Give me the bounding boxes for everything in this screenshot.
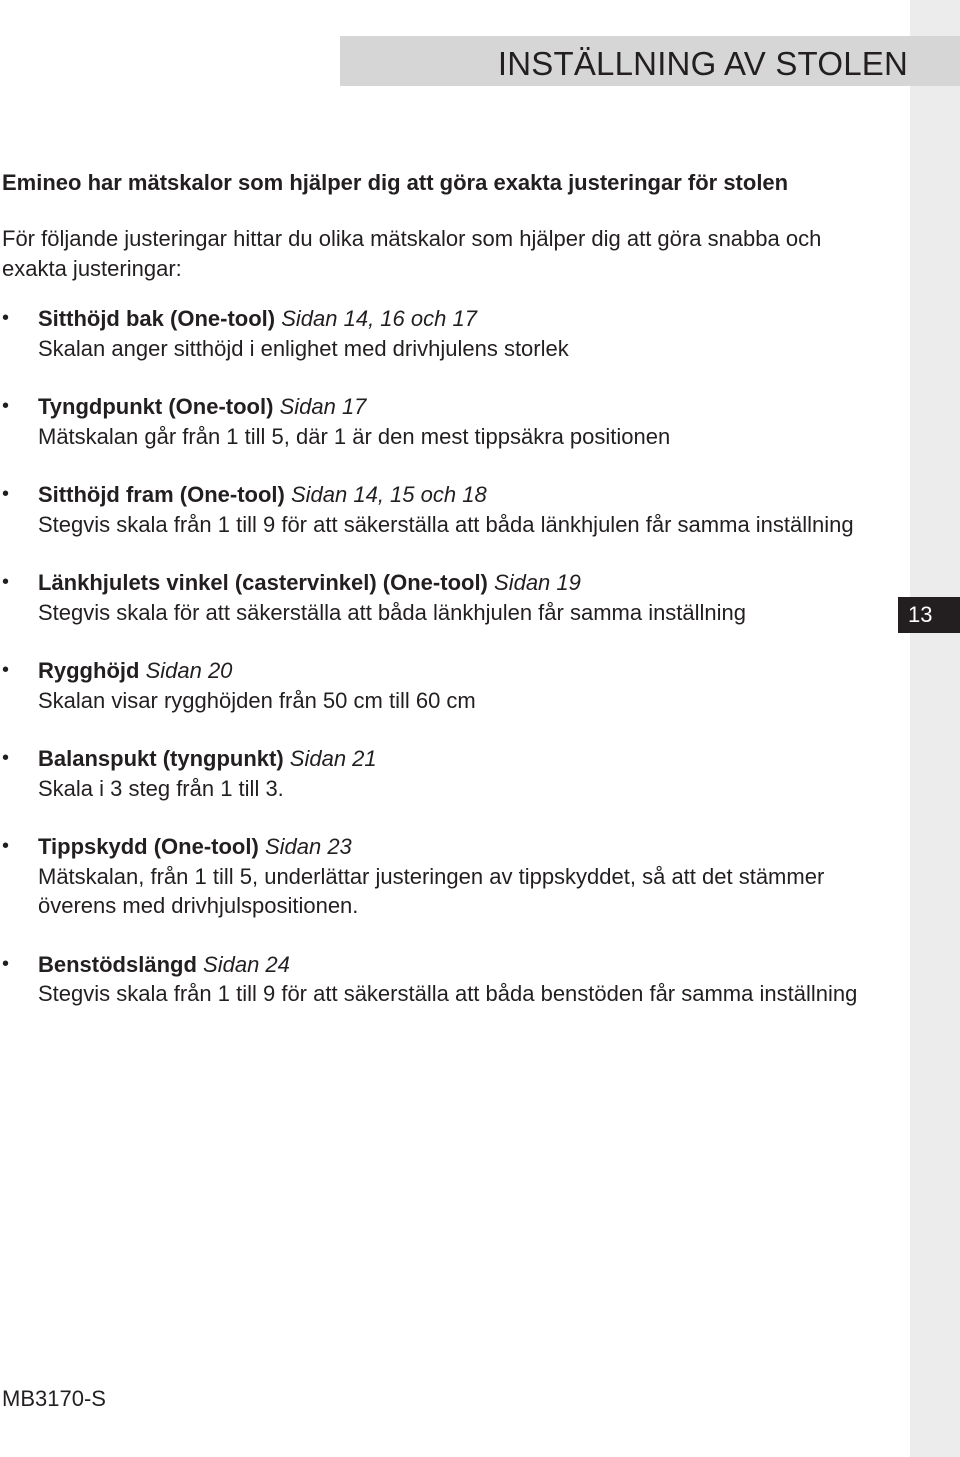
list-item: [2, 568, 882, 627]
item-description: Stegvis skala från 1 till 9 för att säkerställa att båda länkhjulen får samma inställning: [38, 511, 854, 537]
item-page-ref: Sidan 23: [264, 834, 352, 859]
item-page-ref: Sidan 24: [203, 951, 290, 977]
bullet-icon: •: [2, 571, 10, 593]
bullet-icon: •: [2, 483, 10, 505]
list-item: [2, 480, 882, 539]
bullet-icon: •: [2, 307, 10, 329]
bullet-icon: •: [2, 747, 10, 769]
list-item: [2, 950, 882, 1009]
item-page-ref: Sidan 19: [494, 570, 581, 595]
item-description: Skala i 3 steg från 1 till 3.: [38, 775, 284, 801]
item-description: Skalan anger sitthöjd i enlighet med drivhjulens storlek: [38, 335, 569, 361]
main-content: [2, 168, 882, 1038]
item-description: Mätskalan går från 1 till 5, där 1 är den mest tippsäkra positionen: [38, 423, 671, 449]
list-item: [2, 832, 882, 921]
item-page-ref: Sidan 14, 15 och 18: [290, 482, 487, 507]
page-title: INSTÄLLNING AV STOLEN: [497, 45, 908, 82]
list-item: [2, 304, 882, 363]
section-subtitle: Emineo har mätskalor som hjälper dig att göra exakta justeringar för stolen: [2, 170, 789, 195]
item-description: Skalan visar rygghöjden från 50 cm till 60 cm: [38, 687, 476, 713]
item-description: Stegvis skala från 1 till 9 för att säkerställa att båda benstöden får samma inställning: [38, 981, 858, 1006]
item-title: Balanspukt (tyngpunkt): [38, 746, 284, 771]
bullet-icon: •: [2, 659, 10, 681]
bullet-icon: •: [2, 835, 10, 857]
item-title: Länkhjulets vinkel (castervinkel) (One-tool): [38, 570, 488, 595]
document-code: MB3170-S: [2, 1386, 106, 1411]
item-description: Stegvis skala för att säkerställa att båda länkhjulen får samma inställning: [38, 599, 747, 625]
page-number-tab: 13: [898, 597, 960, 633]
adjustment-list: [2, 304, 882, 1009]
list-item: [2, 392, 882, 451]
bullet-icon: •: [2, 952, 10, 975]
item-title: Sitthöjd bak (One-tool): [38, 306, 276, 331]
intro-paragraph: För följande justeringar hittar du olika mätskalor som hjälper dig att göra snabba och exakta justeringar:: [2, 226, 822, 281]
item-page-ref: Sidan 21: [289, 746, 377, 771]
item-title: Tyngdpunkt (One-tool): [38, 394, 274, 419]
side-strip: [910, 0, 960, 1457]
item-page-ref: Sidan 14, 16 och 17: [281, 306, 477, 331]
list-item: [2, 656, 882, 715]
list-item: [2, 744, 882, 803]
item-title: Rygghöjd: [38, 658, 140, 683]
item-page-ref: Sidan 20: [145, 658, 233, 683]
bullet-icon: •: [2, 395, 10, 417]
item-description: Mätskalan, från 1 till 5, underlättar justeringen av tippskyddet, så att det stämmer överens med drivhjulspositionen.: [38, 863, 825, 918]
item-title: Sitthöjd fram (One-tool): [38, 482, 285, 507]
item-title: Tippskydd (One-tool): [38, 834, 259, 859]
item-page-ref: Sidan 17: [279, 394, 367, 419]
item-title: Benstödslängd: [38, 951, 197, 977]
